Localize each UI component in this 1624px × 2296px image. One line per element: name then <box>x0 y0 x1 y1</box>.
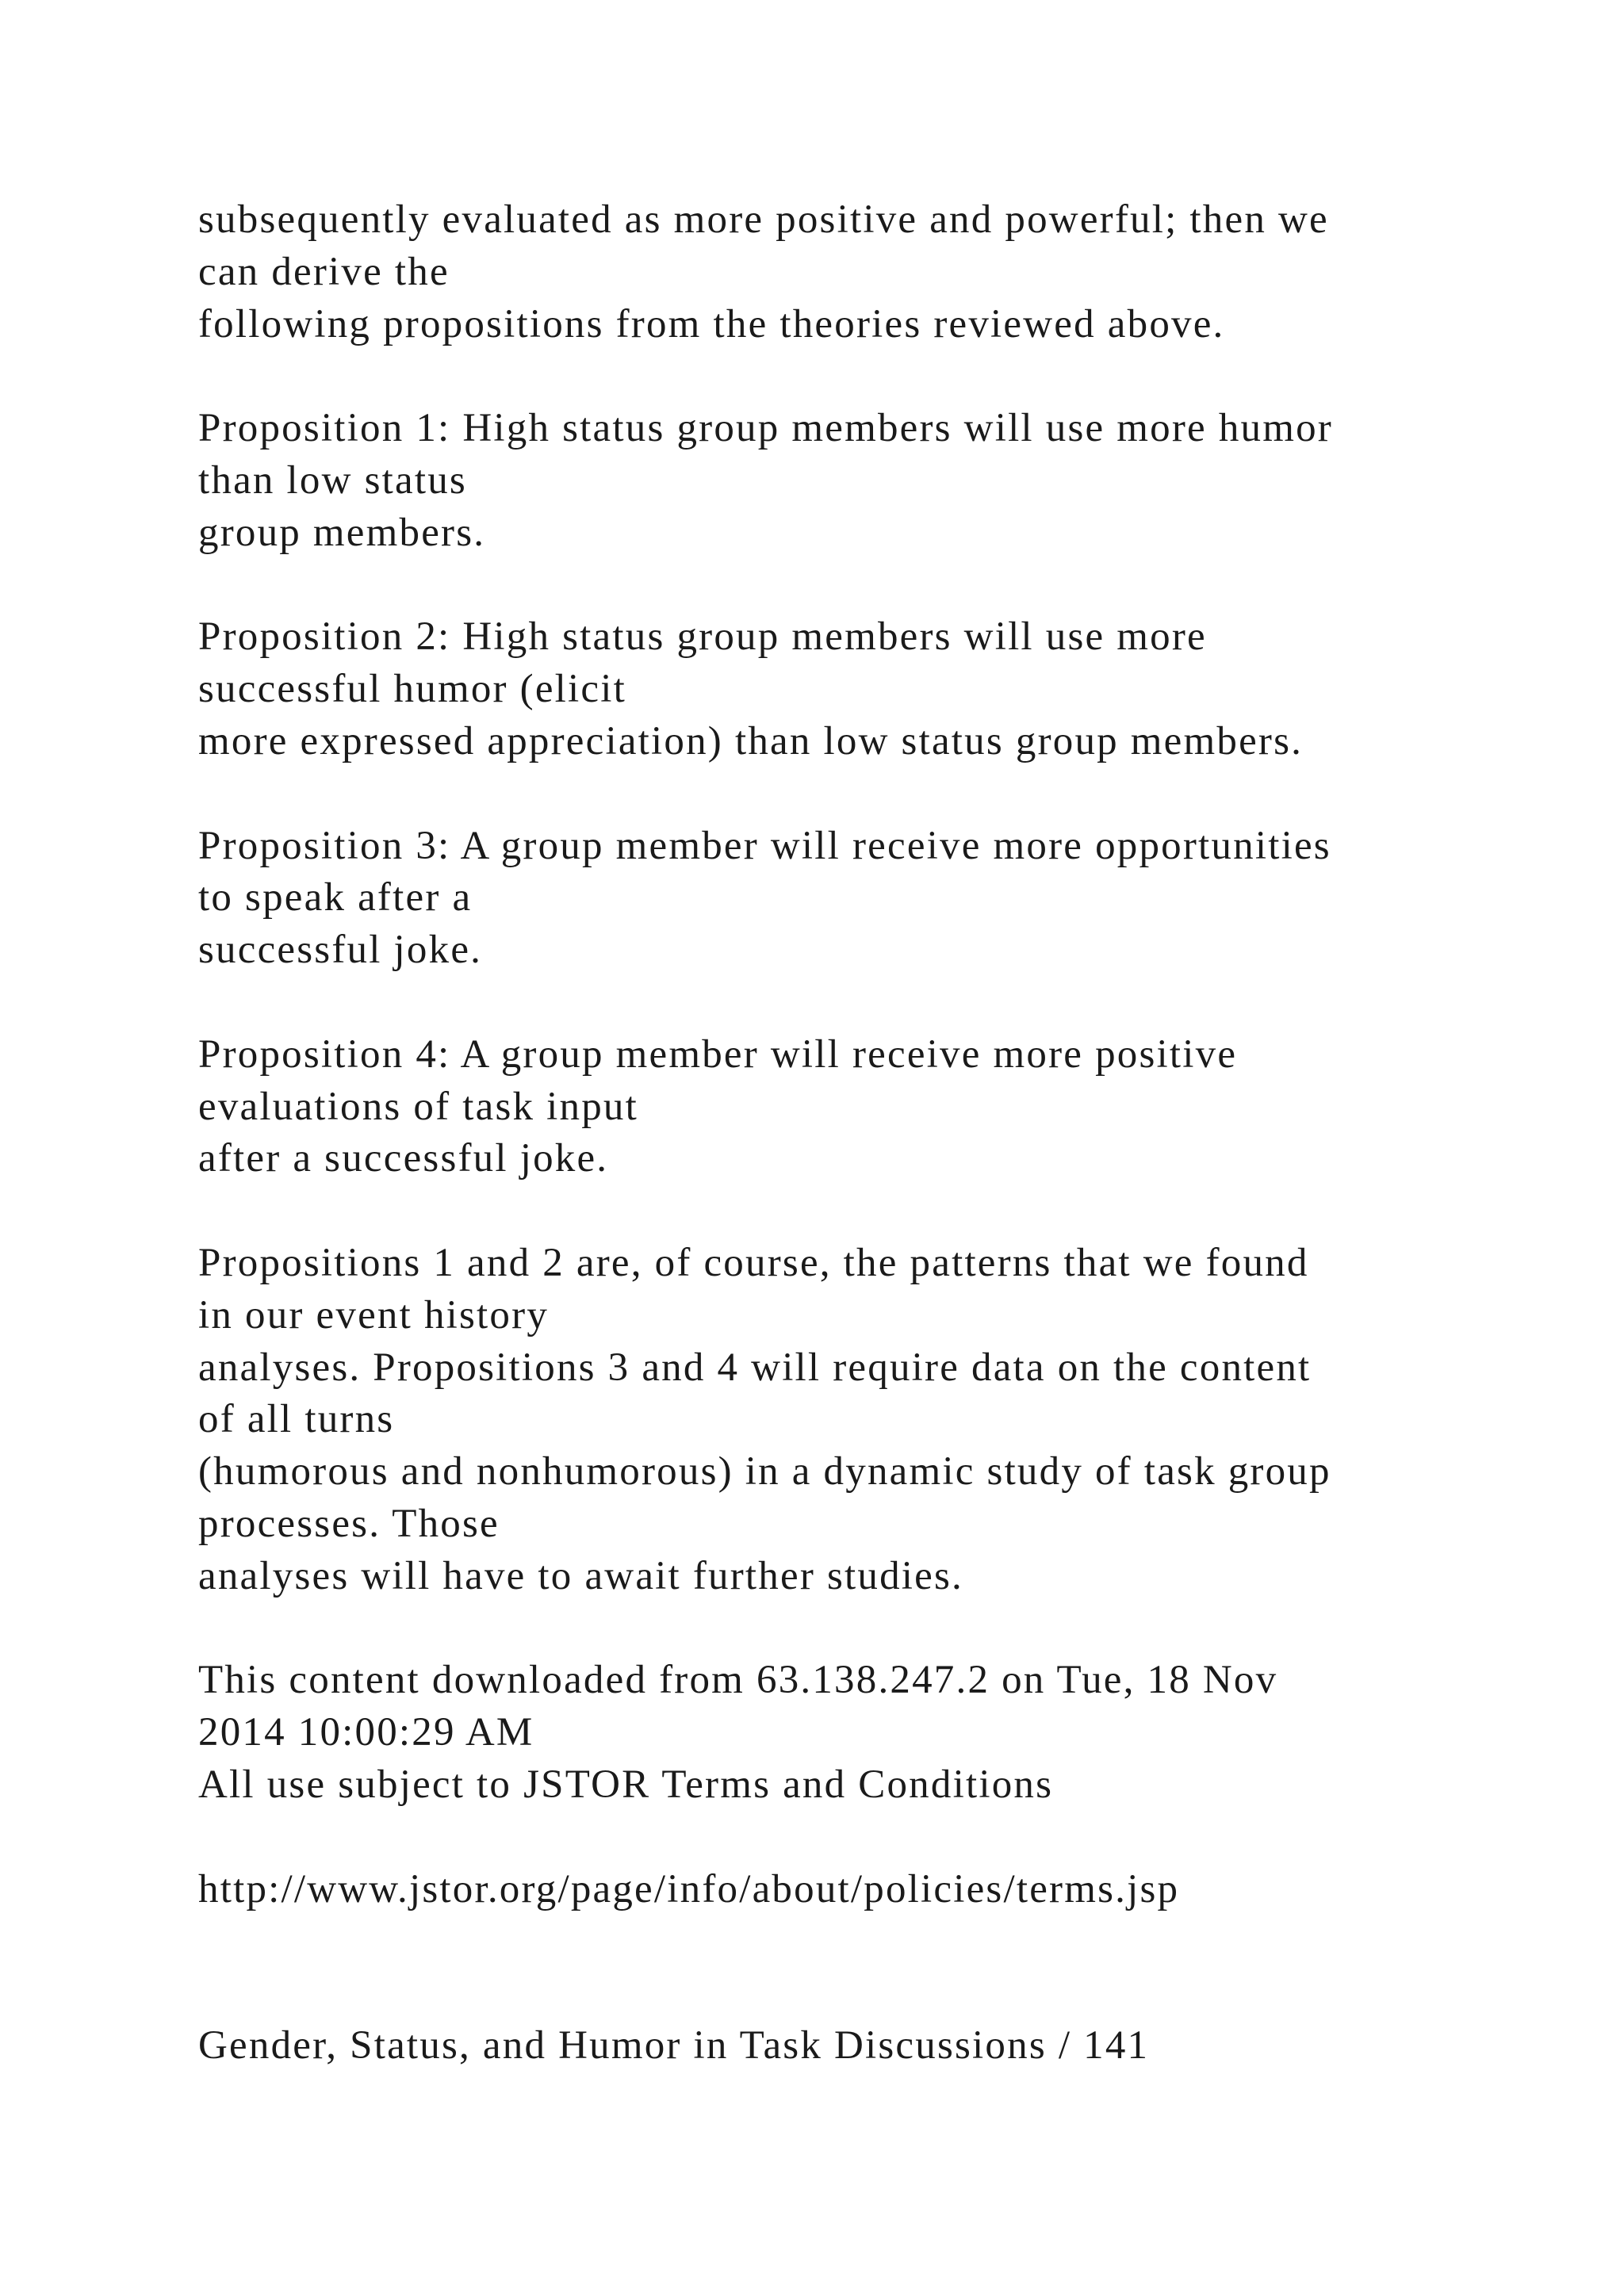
paragraph-gap <box>198 1185 1499 1238</box>
text-line: successful humor (elicit <box>198 667 626 712</box>
text-line: group members. <box>198 510 486 555</box>
text-line: Propositions 1 and 2 are, of course, the patterns that we found <box>198 1240 1309 1285</box>
terms-link[interactable]: http://www.jstor.org/page/info/about/policies/terms.jsp <box>198 1866 1180 1911</box>
proposition-4 <box>198 1029 1499 1185</box>
paragraph-gap <box>198 560 1499 612</box>
proposition-3 <box>198 821 1499 977</box>
paragraph-gap <box>198 350 1499 403</box>
paragraph-gap <box>198 1812 1499 1864</box>
text-line: analyses. Propositions 3 and 4 will require data on the content <box>198 1345 1312 1390</box>
text-line: Proposition 2: High status group members will use more <box>198 614 1207 660</box>
text-line: subsequently evaluated as more positive and powerful; then we <box>198 197 1329 242</box>
proposition-1 <box>198 403 1499 559</box>
text-line: Proposition 1: High status group members will use more humor <box>198 406 1333 451</box>
running-footer: Gender, Status, and Humor in Task Discussions / 141 <box>198 2022 1150 2068</box>
text-line: more expressed appreciation) than low status group members. <box>198 718 1304 763</box>
intro-paragraph <box>198 194 1499 350</box>
paragraph-gap <box>198 977 1499 1029</box>
text-line: to speak after a <box>198 875 473 920</box>
text-line: All use subject to JSTOR Terms and Conditions <box>198 1762 1054 1807</box>
text-line: analyses will have to await further studies. <box>198 1553 963 1598</box>
text-line: than low status <box>198 457 467 503</box>
text-line: processes. Those <box>198 1501 500 1546</box>
text-line: after a successful joke. <box>198 1136 609 1181</box>
text-line: can derive the <box>198 249 450 294</box>
text-line: successful joke. <box>198 928 483 973</box>
text-line: Proposition 3: A group member will receive more opportunities <box>198 823 1331 868</box>
text-line: This content downloaded from 63.138.247.2 on Tue, 18 Nov <box>198 1658 1278 1703</box>
document-page <box>198 194 1499 2072</box>
download-notice <box>198 1655 1499 1811</box>
proposition-2 <box>198 611 1499 767</box>
text-line: Proposition 4: A group member will receive more positive <box>198 1031 1238 1077</box>
text-line: following propositions from the theories reviewed above. <box>198 301 1225 346</box>
text-line: of all turns <box>198 1397 395 1442</box>
text-line: (humorous and nonhumorous) in a dynamic study of task group <box>198 1449 1331 1494</box>
text-line: in our event history <box>198 1292 550 1337</box>
paragraph-gap <box>198 768 1499 821</box>
paragraph-gap <box>198 1603 1499 1655</box>
paragraph-gap <box>198 1915 1499 2020</box>
discussion-paragraph <box>198 1238 1499 1603</box>
text-line: evaluations of task input <box>198 1084 638 1129</box>
text-line: 2014 10:00:29 AM <box>198 1710 534 1755</box>
